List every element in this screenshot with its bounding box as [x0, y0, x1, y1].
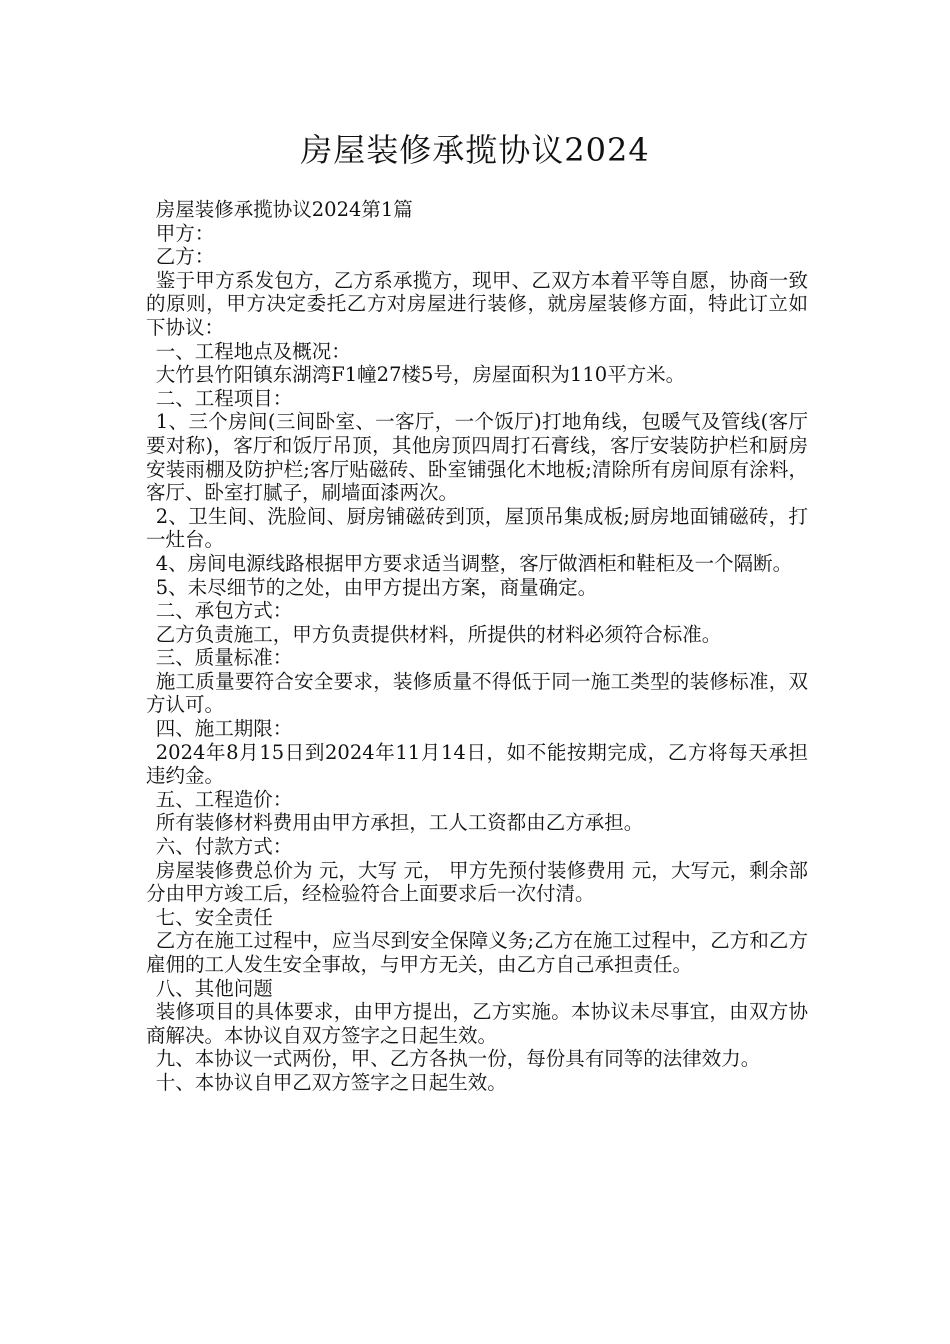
- paragraph: 装修项目的具体要求，由甲方提出，乙方实施。本协议未尽事宜，由双方协商解决。本协议自双方签字之日起生效。: [146, 1000, 808, 1047]
- paragraph: 甲方：: [155, 221, 215, 245]
- paragraph: 大竹县竹阳镇东湖湾F1幢27楼5号，房屋面积为110平方米。: [155, 363, 686, 387]
- paragraph: 乙方负责施工，甲方负责提供材料，所提供的材料必须符合标准。: [155, 622, 722, 646]
- paragraph: 房屋装修承揽协议2024第1篇: [155, 198, 413, 221]
- paragraph: 房屋装修费总价为 元，大写 元， 甲方先预付装修费用 元，大写元，剩余部分由甲方竣工后，经检验符合上面要求后一次付清。: [146, 858, 808, 906]
- document-title: 房屋装修承揽协议2024: [300, 131, 650, 169]
- paragraph: 三、质量标准：: [155, 646, 293, 670]
- paragraph: 二、承包方式：: [155, 599, 293, 623]
- paragraph: 所有装修材料费用由甲方承担，工人工资都由乙方承担。: [155, 811, 644, 835]
- paragraph: 鉴于甲方系发包方，乙方系承揽方，现甲、乙双方本着平等自愿，协商一致的原则，甲方决定委托乙方对房屋进行装修，就房屋装修方面，特此订立如下协议：: [146, 268, 808, 339]
- paragraph: 二、工程项目：: [155, 386, 293, 410]
- paragraph: 七、安全责任: [155, 905, 273, 929]
- paragraph: 施工质量要符合安全要求，装修质量不得低于同一施工类型的装修标准，双方认可。: [146, 669, 808, 717]
- paragraph: 四、施工期限：: [155, 717, 293, 741]
- paragraph: 乙方：: [155, 245, 215, 269]
- paragraph: 五、工程造价：: [155, 787, 293, 811]
- paragraph: 2024年8月15日到2024年11月14日，如不能按期完成，乙方将每天承担 违约金。: [146, 740, 808, 788]
- paragraph: 4、房间电源线路根据甲方要求适当调整，客厅做酒柜和鞋柜及一个隔断。: [155, 551, 793, 575]
- document-body: [146, 198, 808, 1095]
- paragraph: 十、本协议自甲乙双方签字之日起生效。: [155, 1070, 507, 1094]
- paragraph: 六、付款方式：: [155, 835, 293, 859]
- paragraph: 九、本协议一式两份，甲、乙方各执一份，每份具有同等的法律效力。: [155, 1047, 761, 1071]
- paragraph: 1、三个房间(三间卧室、一客厅，一个饭厅)打地角线，包暖气及管线(客厅要对称)，客厅和饭厅吊顶，其他房顶四周打石膏线，客厅安装防护栏和厨房安装雨棚及防护栏;客厅贴磁砖、卧室铺强化木地板;清除所有房间原有涂料，客厅、卧室打腻子，刷墙面漆两次。: [146, 410, 808, 505]
- paragraph: 2、卫生间、洗脸间、厨房铺磁砖到顶，屋顶吊集成板;厨房地面铺磁砖，打一灶台。: [146, 504, 808, 552]
- paragraph: 八、其他问题: [155, 976, 273, 1000]
- paragraph: 5、未尽细节的之处，由甲方提出方案，商量确定。: [155, 575, 598, 599]
- paragraph: 乙方在施工过程中，应当尽到安全保障义务;乙方在施工过程中，乙方和乙方雇佣的工人发生安全事故，与甲方无关，由乙方自己承担责任。: [146, 929, 808, 976]
- paragraph: 一、工程地点及概况：: [155, 339, 351, 363]
